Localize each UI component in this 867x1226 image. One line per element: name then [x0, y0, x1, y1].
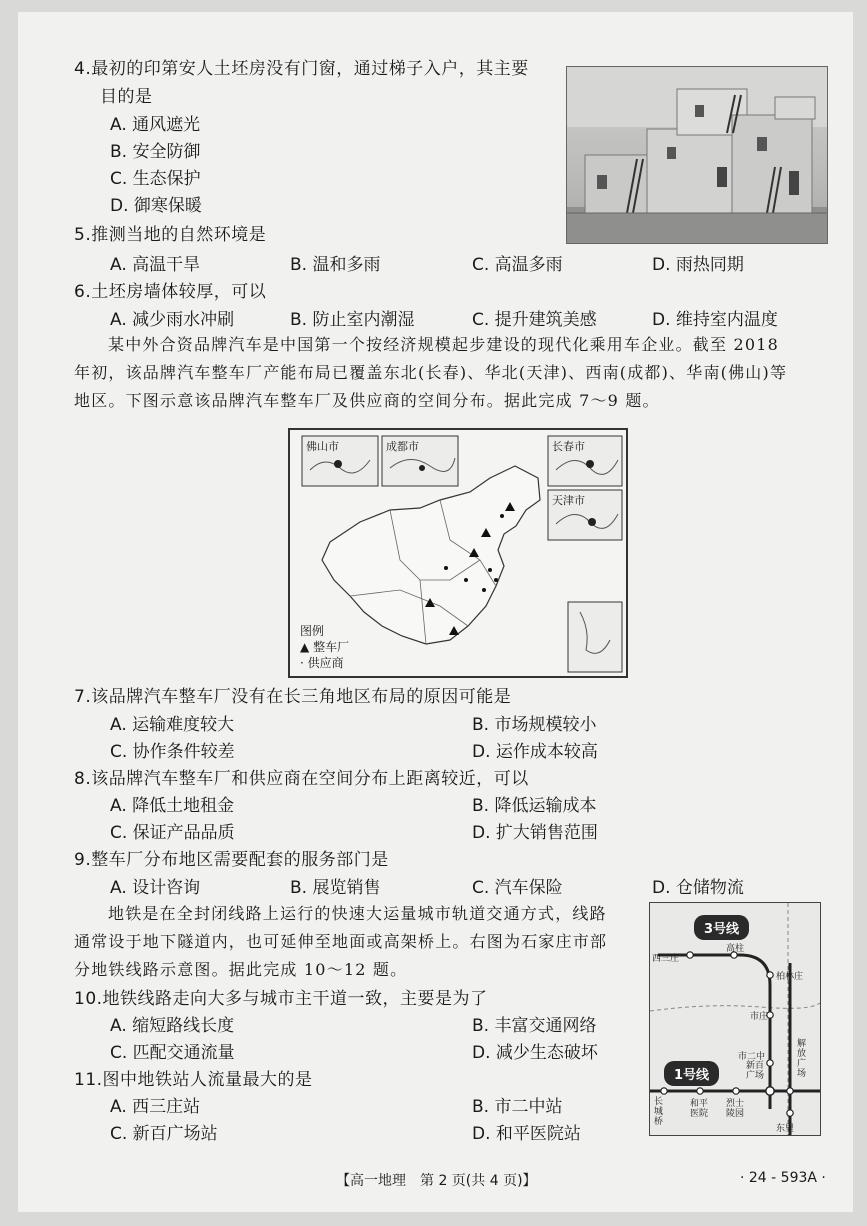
q9-option-a: A. 设计咨询 [110, 878, 201, 898]
q10-option-a: A. 缩短路线长度 [110, 1016, 235, 1036]
triangle-icon: ▲ [300, 640, 310, 654]
station-gaozhu: 高柱 [726, 944, 745, 954]
q8-option-a: A. 降低土地租金 [110, 796, 235, 816]
q11-stem: 11.图中地铁站人流量最大的是 [74, 1070, 313, 1090]
legend-supplier: · 供应商 [300, 656, 344, 670]
station-changchengqiao: 长 城 桥 [654, 1097, 664, 1127]
q6-option-d: D. 维持室内温度 [652, 310, 778, 330]
q11-option-a: A. 西三庄站 [110, 1097, 201, 1117]
exam-page [18, 12, 853, 1212]
q8-option-b: B. 降低运输成本 [472, 796, 597, 816]
page-footer: 【高一地理 第 2 页(共 4 页)】 [336, 1173, 537, 1189]
q7-stem: 7.该品牌汽车整车厂没有在长三角地区布局的原因可能是 [74, 687, 512, 707]
q4-option-d: D. 御寒保暖 [110, 196, 202, 216]
inset-chengdu-label: 成都市 [386, 440, 419, 453]
station-xinbai-guangchang: 新百 广场 [746, 1061, 765, 1081]
station-bailinzhuang: 柏林庄 [776, 972, 804, 982]
q5-option-c: C. 高温多雨 [472, 255, 563, 275]
station-lieshi-lingyuan: 烈士 陵园 [726, 1099, 745, 1119]
q4-option-c: C. 生态保护 [110, 169, 201, 189]
q11-option-d: D. 和平医院站 [472, 1124, 581, 1144]
passage2-line1: 地铁是在全封闭线路上运行的快速大运量城市轨道交通方式，线路 [108, 904, 607, 923]
line1-badge: 1号线 [664, 1061, 719, 1086]
inset-tianjin-label: 天津市 [552, 494, 585, 507]
q6-stem: 6.土坯房墙体较厚，可以 [74, 282, 267, 302]
q10-option-d: D. 减少生态破坏 [472, 1043, 598, 1063]
q5-stem: 5.推测当地的自然环境是 [74, 225, 267, 245]
q11-option-b: B. 市二中站 [472, 1097, 563, 1117]
q8-option-c: C. 保证产品品质 [110, 823, 235, 843]
q9-option-b: B. 展览销售 [290, 878, 381, 898]
passage1-line2: 年初，该品牌汽车整车厂产能布局已覆盖东北(长春)、华北(天津)、西南(成都)、华南(佛山)等 [74, 363, 788, 382]
q4-stem-line2: 目的是 [100, 87, 153, 107]
passage1-line1: 某中外合资品牌汽车是中国第一个按经济规模起步建设的现代化乘用车企业。截至 2018 [108, 335, 780, 354]
q4-stem-line1: 4.最初的印第安人土坯房没有门窗，通过梯子入户，其主要 [74, 59, 529, 79]
q9-option-d: D. 仓储物流 [652, 878, 744, 898]
inset-changchun-label: 长春市 [552, 440, 585, 453]
q6-option-c: C. 提升建筑美感 [472, 310, 597, 330]
q8-option-d: D. 扩大销售范围 [472, 823, 598, 843]
q9-stem: 9.整车厂分布地区需要配套的服务部门是 [74, 850, 389, 870]
q6-option-b: B. 防止室内潮湿 [290, 310, 415, 330]
legend-plant: ▲ 整车厂 [300, 640, 350, 654]
passage1-line3: 地区。下图示意该品牌汽车整车厂及供应商的空间分布。据此完成 7～9 题。 [74, 391, 660, 410]
station-jiefang-guangchang: 解 放 广 场 [797, 1039, 807, 1079]
q10-option-b: B. 丰富交通网络 [472, 1016, 597, 1036]
q5-option-a: A. 高温干旱 [110, 255, 201, 275]
legend-title: 图例 [300, 624, 325, 638]
passage2-line2: 通常设于地下隧道内，也可延伸至地面或高架桥上。右图为石家庄市部 [74, 932, 608, 951]
station-xisanzhuang: 西三庄 [652, 954, 680, 964]
station-shizhuang: 市庄 [750, 1012, 769, 1022]
q7-option-c: C. 协作条件较差 [110, 742, 235, 762]
q7-option-b: B. 市场规模较小 [472, 715, 597, 735]
q7-option-d: D. 运作成本较高 [472, 742, 598, 762]
q9-option-c: C. 汽车保险 [472, 878, 563, 898]
station-heping-yiyuan: 和平 医院 [690, 1099, 709, 1119]
q6-option-a: A. 减少雨水冲刷 [110, 310, 235, 330]
q5-option-b: B. 温和多雨 [290, 255, 381, 275]
q10-stem: 10.地铁线路走向大多与城市主干道一致，主要是为了 [74, 989, 488, 1009]
metro-line-map [649, 902, 821, 1136]
q10-option-c: C. 匹配交通流量 [110, 1043, 235, 1063]
china-plant-map [288, 428, 628, 678]
q7-option-a: A. 运输难度较大 [110, 715, 235, 735]
q11-option-c: C. 新百广场站 [110, 1124, 218, 1144]
inset-foshan-label: 佛山市 [306, 440, 339, 453]
exam-code: · 24 - 593A · [740, 1170, 826, 1186]
line3-badge: 3号线 [694, 915, 749, 940]
q4-option-a: A. 通风遮光 [110, 115, 201, 135]
station-shierzhong: 市二中 [738, 1052, 766, 1062]
station-dongli: 东里 [776, 1124, 795, 1134]
dot-icon: · [300, 656, 304, 670]
q8-stem: 8.该品牌汽车整车厂和供应商在空间分布上距离较近，可以 [74, 769, 529, 789]
q4-option-b: B. 安全防御 [110, 142, 201, 162]
passage2-line3: 分地铁线路示意图。据此完成 10～12 题。 [74, 960, 408, 979]
adobe-house-photo [566, 66, 828, 244]
q5-option-d: D. 雨热同期 [652, 255, 744, 275]
